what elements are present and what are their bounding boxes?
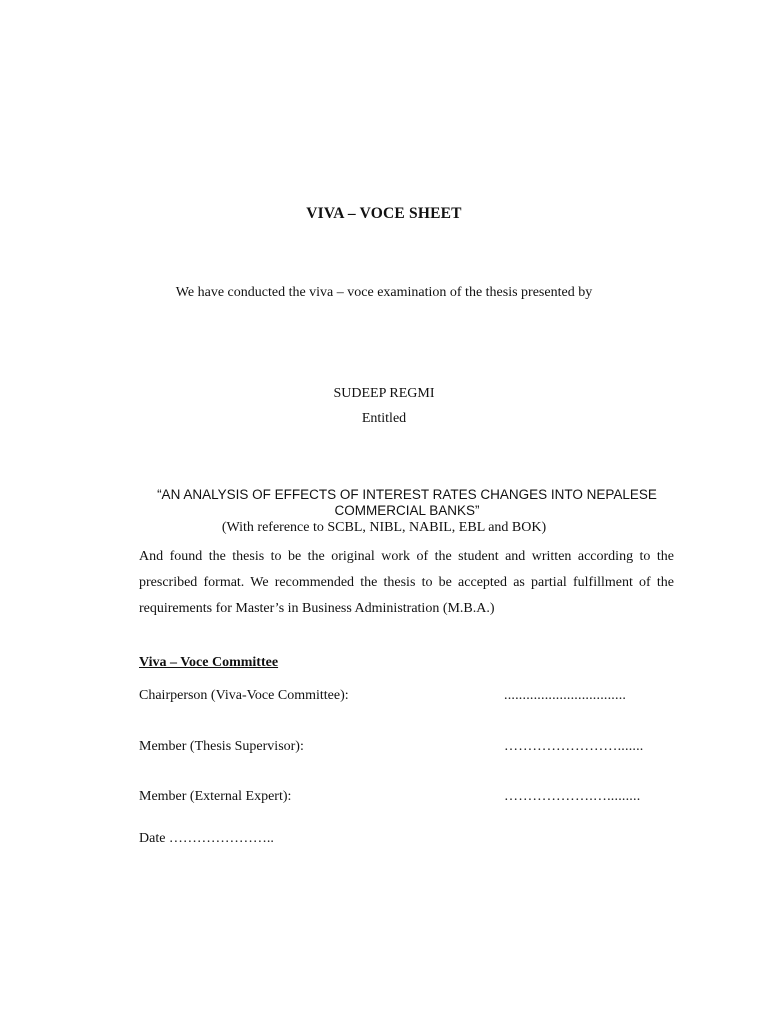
committee-heading: Viva – Voce Committee [139, 655, 279, 670]
approval-paragraph: And found the thesis to be the original work of the student and written according to the prescribed format. We recommended the thesis to be accepted as partial fulfillment of the requirements for Master’s in Business Administration (M.B.A.) [139, 549, 674, 616]
thesis-reference: (With reference to SCBL, NIBL, NABIL, EBL and BOK) [221, 520, 547, 535]
intro-text: We have conducted the viva – voce examination of the thesis presented by [175, 285, 593, 300]
chairperson-label: Chairperson (Viva-Voce Committee): [139, 688, 349, 703]
external-expert-label: Member (External Expert): [139, 789, 292, 804]
date-line: Date ………………….. [139, 831, 274, 846]
entitled-label: Entitled [361, 411, 407, 426]
chairperson-signature-line: ................................. [504, 688, 627, 703]
supervisor-label: Member (Thesis Supervisor): [139, 739, 304, 754]
thesis-title: “AN ANALYSIS OF EFFECTS OF INTEREST RATES CHANGES INTO NEPALESE COMMERCIAL BANKS” [157, 487, 657, 518]
document-title: VIVA – VOCE SHEET [306, 205, 462, 222]
student-name: SUDEEP REGMI [333, 386, 435, 401]
external-expert-signature-line: ……………….…......... [504, 789, 641, 804]
supervisor-signature-line: ……………………....... [504, 739, 644, 754]
